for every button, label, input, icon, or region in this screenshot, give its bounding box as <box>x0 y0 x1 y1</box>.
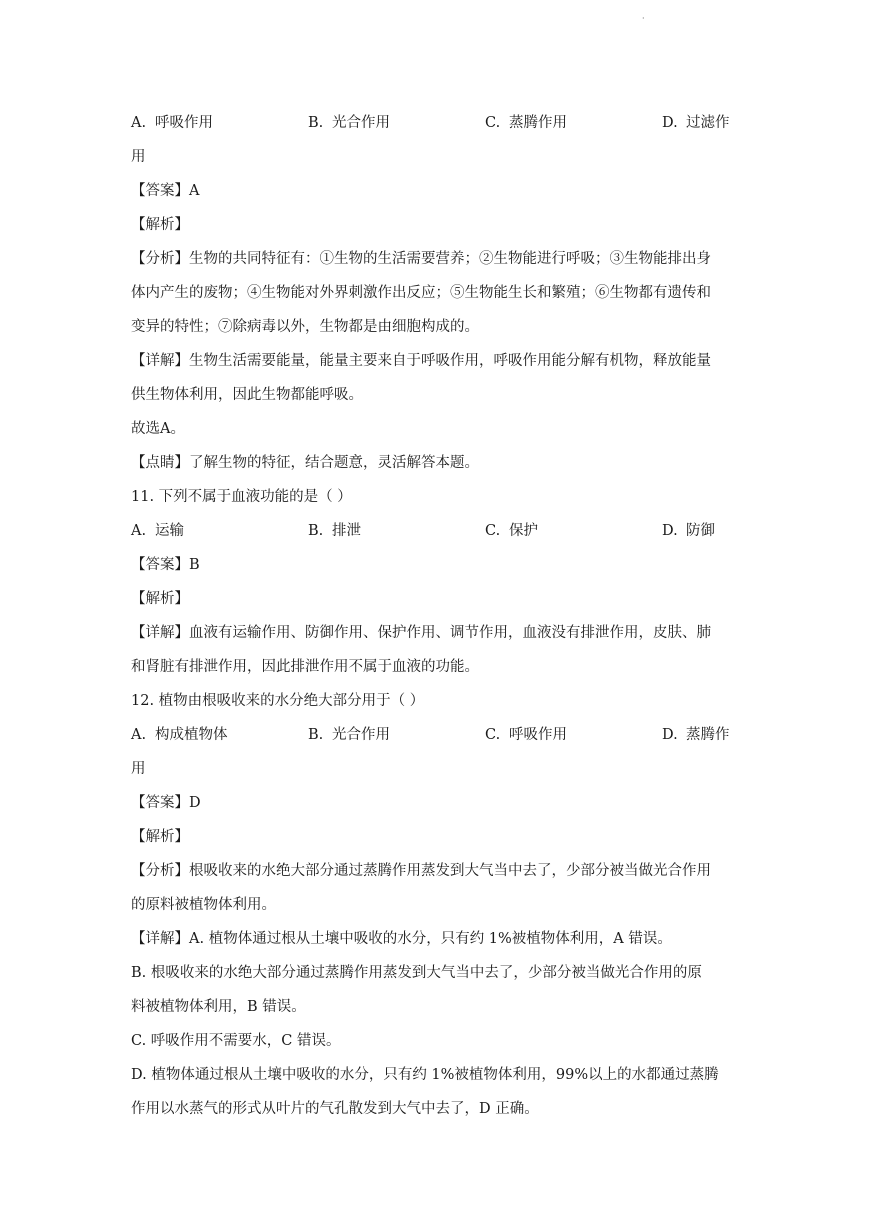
option-text: 运输 <box>155 523 184 539</box>
q11-detail-line: 和肾脏有排泄作用，因此排泄作用不属于血液的功能。 <box>131 659 479 675</box>
q12-detail-line: 【详解】A. 植物体通过根从土壤中吸收的水分，只有约 1%被植物体利用，A 错误。 <box>131 931 672 947</box>
q12-detail-line: 作用以水蒸气的形式从叶片的气孔散发到大气中去了，D 正确。 <box>131 1101 539 1117</box>
q11-stem: 11. 下列不属于血液功能的是（ ） <box>131 489 352 505</box>
q12-option-wrap: 用 <box>131 761 146 777</box>
q12-options <box>131 718 741 752</box>
option-key: C. <box>485 727 501 743</box>
q10-options <box>131 106 741 140</box>
q11-options <box>131 514 741 548</box>
q10-detail-line: 供生物体利用，因此生物都能呼吸。 <box>131 387 363 403</box>
option-key: B. <box>308 523 324 539</box>
option-text: 呼吸作用 <box>509 727 567 743</box>
option-key: A. <box>131 115 147 131</box>
q10-answer: 【答案】A <box>131 183 200 199</box>
option-text: 光合作用 <box>332 727 390 743</box>
q10-choice: 故选A。 <box>131 421 185 437</box>
q10-option-a <box>131 106 308 140</box>
q12-option-d <box>662 718 741 752</box>
q12-fenxi-line: 的原料被植物体利用。 <box>131 897 276 913</box>
q11-analysis-heading: 【解析】 <box>131 591 189 607</box>
q11-option-c <box>485 514 662 548</box>
q10-detail-line: 【详解】生物生活需要能量，能量主要来自于呼吸作用，呼吸作用能分解有机物，释放能量 <box>131 353 711 369</box>
q10-option-c <box>485 106 662 140</box>
q12-option-a <box>131 718 308 752</box>
option-text: 呼吸作用 <box>155 115 213 131</box>
option-key: D. <box>662 727 678 743</box>
q11-answer: 【答案】B <box>131 557 200 573</box>
q12-detail-line: B. 根吸收来的水绝大部分通过蒸腾作用蒸发到大气当中去了，少部分被当做光合作用的原 <box>131 965 702 981</box>
q12-option-c <box>485 718 662 752</box>
option-text: 蒸腾作用 <box>509 115 567 131</box>
q10-option-b <box>308 106 485 140</box>
q11-option-b <box>308 514 485 548</box>
q10-analysis-heading: 【解析】 <box>131 217 189 233</box>
option-text: 防御 <box>686 523 715 539</box>
q10-fenxi-line: 体内产生的废物；④生物能对外界刺激作出反应；⑤生物能生长和繁殖；⑥生物都有遗传和 <box>131 285 711 301</box>
option-key: B. <box>308 115 324 131</box>
q10-fenxi-line: 【分析】生物的共同特征有：①生物的生活需要营养；②生物能进行呼吸；③生物能排出身 <box>131 251 711 267</box>
header-dot: · <box>642 14 645 23</box>
document-body <box>131 106 741 1126</box>
option-text: 过滤作 <box>686 115 730 131</box>
q11-option-a <box>131 514 308 548</box>
option-key: C. <box>485 115 501 131</box>
q10-option-wrap: 用 <box>131 149 146 165</box>
q12-detail-line: 料被植物体利用，B 错误。 <box>131 999 306 1015</box>
q10-comment: 【点睛】了解生物的特征，结合题意，灵活解答本题。 <box>131 455 479 471</box>
option-key: A. <box>131 727 147 743</box>
option-text: 保护 <box>509 523 538 539</box>
q12-analysis-heading: 【解析】 <box>131 829 189 845</box>
option-text: 光合作用 <box>332 115 390 131</box>
option-key: C. <box>485 523 501 539</box>
option-key: D. <box>662 523 678 539</box>
q12-detail-line: C. 呼吸作用不需要水，C 错误。 <box>131 1033 341 1049</box>
option-key: D. <box>662 115 678 131</box>
option-key: B. <box>308 727 324 743</box>
option-text: 排泄 <box>332 523 361 539</box>
option-key: A. <box>131 523 147 539</box>
q11-option-d <box>662 514 741 548</box>
q11-detail-line: 【详解】血液有运输作用、防御作用、保护作用、调节作用，血液没有排泄作用，皮肤、肺 <box>131 625 711 641</box>
option-text: 构成植物体 <box>155 727 228 743</box>
q10-fenxi-line: 变异的特性；⑦除病毒以外，生物都是由细胞构成的。 <box>131 319 479 335</box>
q12-option-b <box>308 718 485 752</box>
q12-answer: 【答案】D <box>131 795 201 811</box>
q12-detail-line: D. 植物体通过根从土壤中吸收的水分，只有约 1%被植物体利用，99%以上的水都通过蒸腾 <box>131 1067 719 1083</box>
q10-option-d <box>662 106 741 140</box>
q12-stem: 12. 植物由根吸收来的水分绝大部分用于（ ） <box>131 693 425 709</box>
option-text: 蒸腾作 <box>686 727 730 743</box>
q12-fenxi-line: 【分析】根吸收来的水绝大部分通过蒸腾作用蒸发到大气当中去了，少部分被当做光合作用 <box>131 863 711 879</box>
